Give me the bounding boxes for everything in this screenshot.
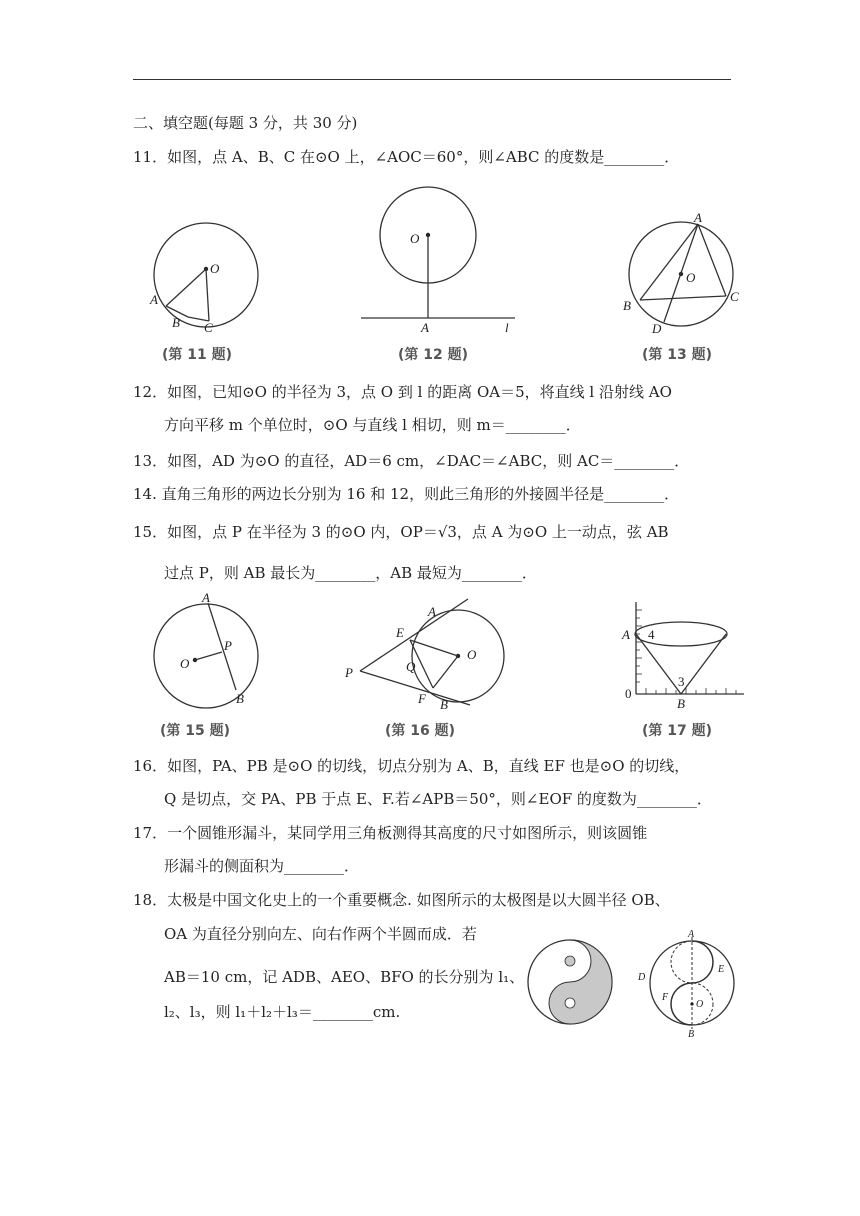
fig17-label-a: A — [622, 627, 630, 642]
fig13-label-o: O — [686, 270, 696, 285]
question-18-line1: 18．太极是中国文化史上的一个重要概念. 如图所示的太极图是以大圆半径 OB、 — [133, 891, 670, 909]
figure-17 — [620, 598, 750, 716]
fig18-label-f: F — [662, 992, 669, 1003]
fig16-label-q: Q — [406, 659, 416, 674]
fig16-label-p: P — [345, 665, 353, 680]
question-13: 13．如图，AD 为⊙O 的直径，AD＝6 cm，∠DAC＝∠ABC，则 AC＝________． — [133, 452, 690, 470]
figure-13 — [620, 210, 745, 335]
fig15-label-a: A — [202, 590, 210, 605]
fig11-label-c: C — [204, 320, 213, 335]
fig11-label-a: A — [150, 292, 158, 307]
fig15-label-b: B — [236, 691, 244, 706]
fig16-label-e: E — [396, 625, 404, 640]
fig18-label-d: D — [638, 972, 646, 983]
fig15-label-p: P — [224, 638, 232, 653]
question-14: 14. 直角三角形的两边长分别为 16 和 12，则此三角形的外接圆半径是________． — [133, 485, 680, 503]
caption-fig11: (第 11 题) — [162, 347, 233, 363]
fig16-label-a: A — [428, 604, 436, 619]
fig12-label-o: O — [410, 231, 420, 246]
caption-fig15: (第 15 题) — [160, 723, 231, 739]
fig16-label-o: O — [467, 647, 477, 662]
fig18-label-e: E — [718, 964, 725, 975]
question-16-line1: 16．如图，PA、PB 是⊙O 的切线，切点分别为 A、B，直线 EF 也是⊙O 的切线， — [133, 757, 690, 775]
question-11: 11．如图，点 A、B、C 在⊙O 上，∠AOC＝60°，则∠ABC 的度数是________． — [133, 148, 680, 166]
fig18-label-o: O — [696, 999, 704, 1010]
section-title: 二、填空题(每题 3 分，共 30 分) — [133, 114, 358, 132]
fig13-label-a: A — [694, 210, 702, 225]
fig17-label-0: 0 — [625, 686, 632, 701]
question-12-line1: 12．如图，已知⊙O 的半径为 3，点 O 到 l 的距离 OA＝5，将直线 l 沿射线 AO — [133, 383, 672, 401]
question-17-line2: 形漏斗的侧面积为________． — [164, 857, 360, 875]
taiji-symbol — [525, 937, 615, 1027]
top-rule — [133, 79, 731, 80]
question-15-line2: 过点 P，则 AB 最长为________，AB 最短为________． — [164, 564, 537, 582]
fig16-label-b: B — [440, 697, 448, 712]
figure-12 — [355, 185, 525, 335]
fig13-label-d: D — [652, 321, 662, 336]
question-17-line1: 17．一个圆锥形漏斗，某同学用三角板测得其高度的尺寸如图所示，则该圆锥 — [133, 824, 648, 842]
fig17-label-4: 4 — [648, 627, 655, 642]
caption-fig13: (第 13 题) — [642, 347, 713, 363]
figure-18 — [632, 925, 742, 1040]
caption-fig16: (第 16 题) — [385, 723, 456, 739]
caption-fig12: (第 12 题) — [398, 347, 469, 363]
question-18-line2: OA 为直径分别向左、向右作两个半圆而成．若 — [164, 925, 477, 943]
question-12-line2: 方向平移 m 个单位时，⊙O 与直线 l 相切，则 m＝________． — [164, 416, 581, 434]
fig11-label-o: O — [210, 261, 220, 276]
fig15-label-o: O — [180, 656, 190, 671]
question-15-line1: 15．如图，点 P 在半径为 3 的⊙O 内，OP＝√3，点 A 为⊙O 上一动点，弦 AB — [133, 523, 669, 541]
fig17-label-3: 3 — [678, 674, 685, 689]
caption-fig17: (第 17 题) — [642, 723, 713, 739]
figure-15 — [140, 590, 265, 715]
fig13-label-c: C — [730, 289, 739, 304]
fig17-label-b: B — [677, 696, 685, 711]
fig16-label-f: F — [418, 691, 426, 706]
fig13-label-b: B — [623, 298, 631, 313]
figure-11 — [140, 215, 250, 335]
question-18-line3: AB＝10 cm，记 ADB、AEO、BFO 的长分别为 l₁、 — [164, 968, 525, 986]
fig18-label-b: B — [688, 1029, 695, 1040]
fig11-label-b: B — [172, 315, 180, 330]
question-18-line4: l₂、l₃，则 l₁＋l₂＋l₃＝________cm. — [164, 1003, 401, 1021]
fig18-label-a: A — [688, 929, 695, 940]
fig12-label-l: l — [505, 320, 509, 335]
figure-16 — [340, 595, 490, 720]
fig12-label-a: A — [421, 320, 429, 335]
question-16-line2: Q 是切点，交 PA、PB 于点 E、F.若∠APB＝50°，则∠EOF 的度数为________． — [164, 790, 712, 808]
